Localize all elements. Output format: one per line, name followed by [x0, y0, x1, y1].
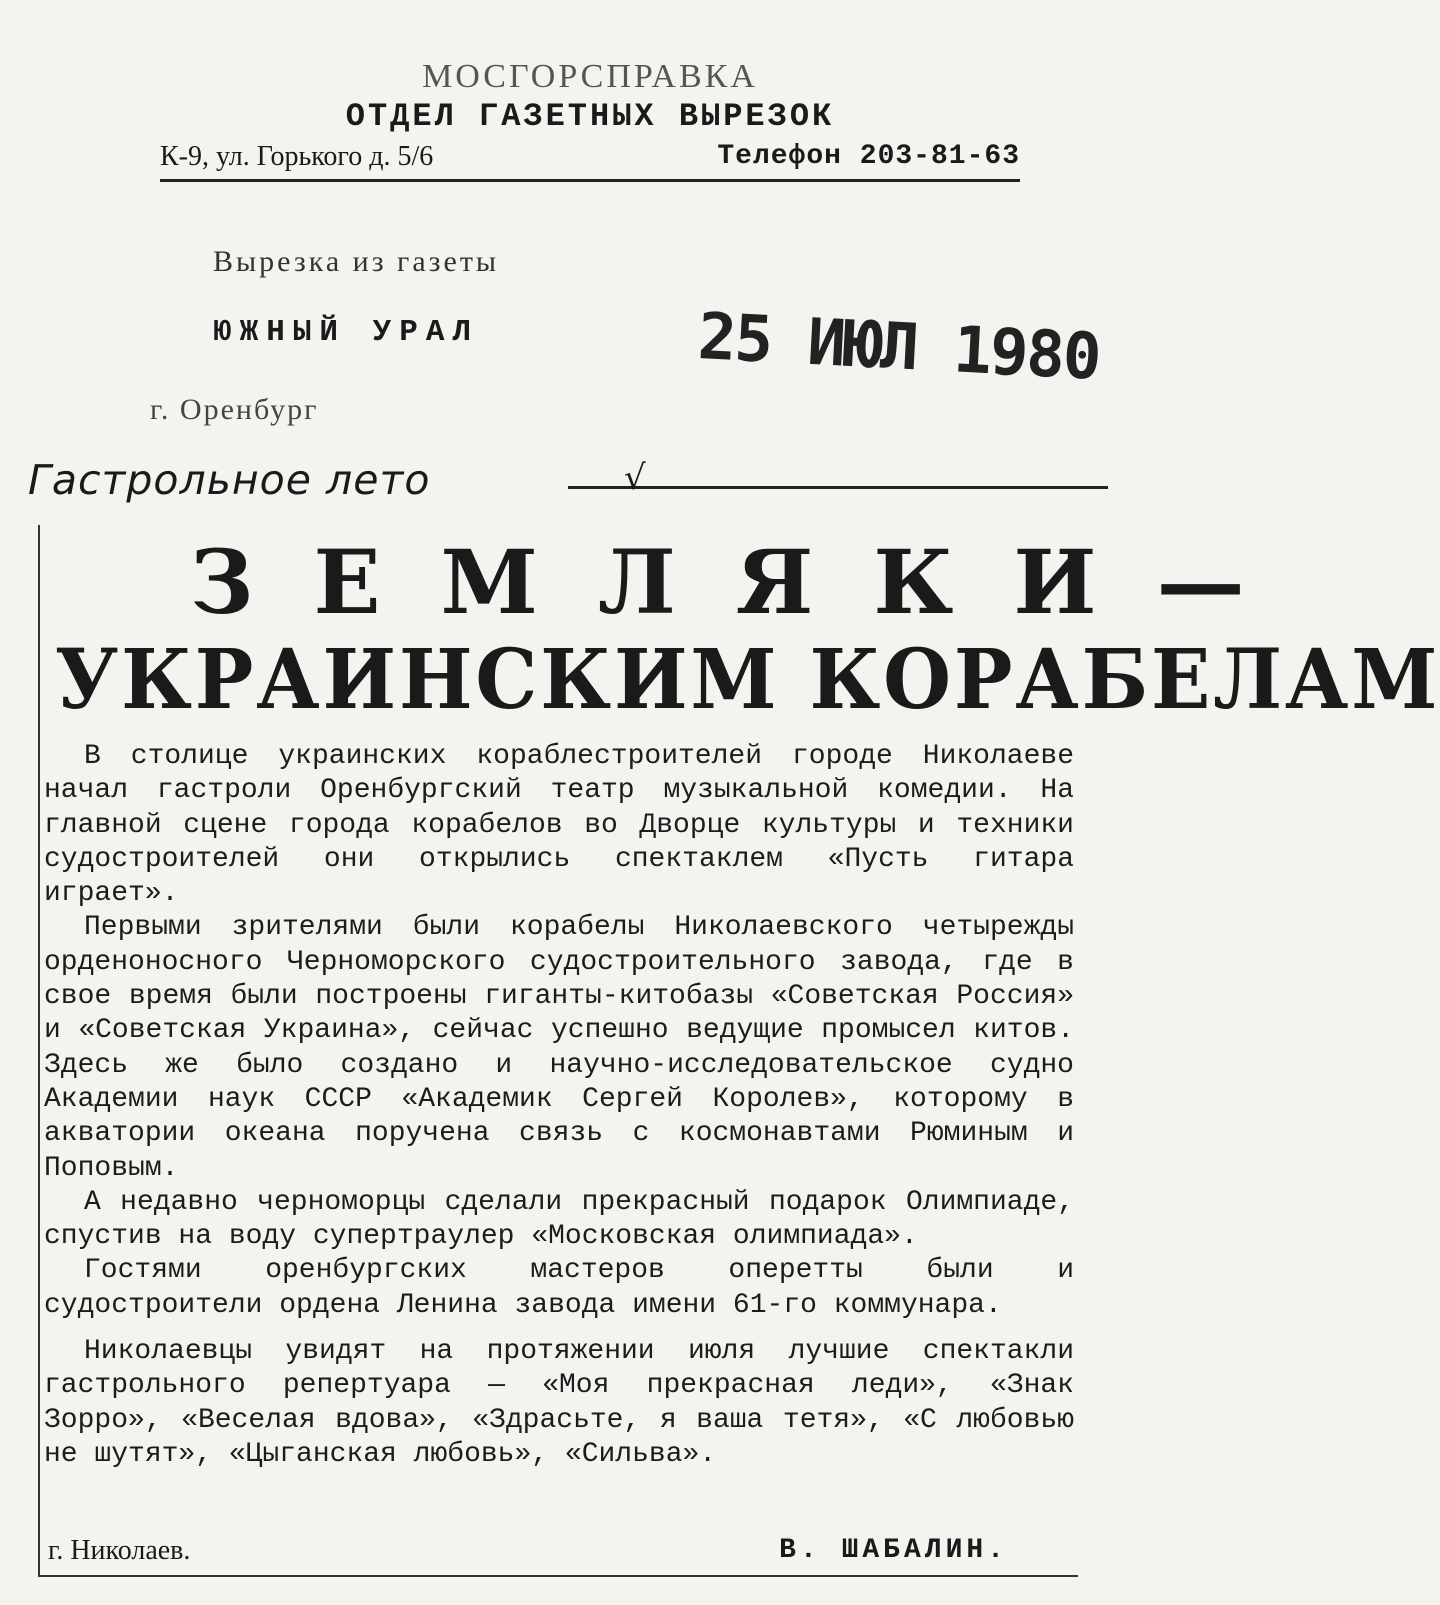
paragraph-3: А недавно черноморцы сделали прекрасный подарок Олимпиаде, спустив на воду супертраулер «Московская олимпиада».: [44, 1186, 1074, 1253]
address-row: [160, 141, 1020, 182]
newspaper-city: г. Оренбург: [150, 393, 319, 426]
dateline: г. Николаев.: [48, 1535, 191, 1566]
paragraph-4: Гостями оренбургских мастеров оперетты были и судостроители ордена Ленина завода имени 61-го коммунара.: [44, 1255, 1074, 1321]
phone: Телефон 203-81-63: [717, 141, 1020, 172]
department-name: ОТДЕЛ ГАЗЕТНЫХ ВЫРЕЗОК: [345, 98, 835, 135]
address: К-9, ул. Горького д. 5/6: [160, 141, 434, 172]
date-stamp: 25 ИЮЛ 1980: [696, 300, 1102, 395]
clipping-label: Вырезка из газеты: [213, 245, 500, 278]
signoff: [48, 1535, 1008, 1567]
paragraph-5: Николаевцы увидят на протяжении июля лучшие спектакли гастрольного репертуара — «Моя прекрасная леди», «Знак Зорро», «Веселая вдова», «Здрасьте, я ваша тетя», «С любовью не шутят», «Цыганская любовь», «Сильва».: [44, 1336, 1074, 1470]
headline-line-1: ЗЕМЛЯКИ—: [190, 530, 1305, 634]
paragraph-2: Первыми зрителями были корабелы Николаевского четырежды орденоносного Черноморского судостроительного завода, где в свое время были построены гиганты-китобазы «Советская Россия» и «Советская Украина», сейчас успешно ведущие промысел китов. Здесь же было создано и научно-исследовательское судно Академии наук СССР «Академик Сергей Королев», которому в акватории океана поручена связь с космонавтами Рюминым и Поповым.: [44, 912, 1074, 1184]
paragraph-1: В столице украинских кораблестроителей городе Николаеве начал гастроли Оренбургский театр музыкальной комедии. На главной сцене города корабелов во Дворце культуры и техники судостроителей они открылись спектаклем «Пусть гитара играет».: [44, 741, 1074, 910]
author: В. ШАБАЛИН.: [779, 1535, 1008, 1566]
rubric-rule: [568, 486, 1108, 489]
rubric-row: [28, 456, 1088, 516]
newspaper-name: ЮЖНЫЙ УРАЛ: [213, 315, 480, 350]
article-body: [44, 740, 1074, 1472]
agency-header: [160, 58, 1020, 182]
frame-left-rule: [38, 525, 40, 1575]
check-mark: √: [624, 458, 646, 498]
headline-line-2: УКРАИНСКИМ КОРАБЕЛАМ: [55, 632, 1440, 728]
frame-bottom-rule: [38, 1575, 1078, 1577]
agency-name: МОСГОРСПРАВКА: [422, 58, 758, 95]
rubric: Гастрольное лето: [28, 456, 431, 504]
